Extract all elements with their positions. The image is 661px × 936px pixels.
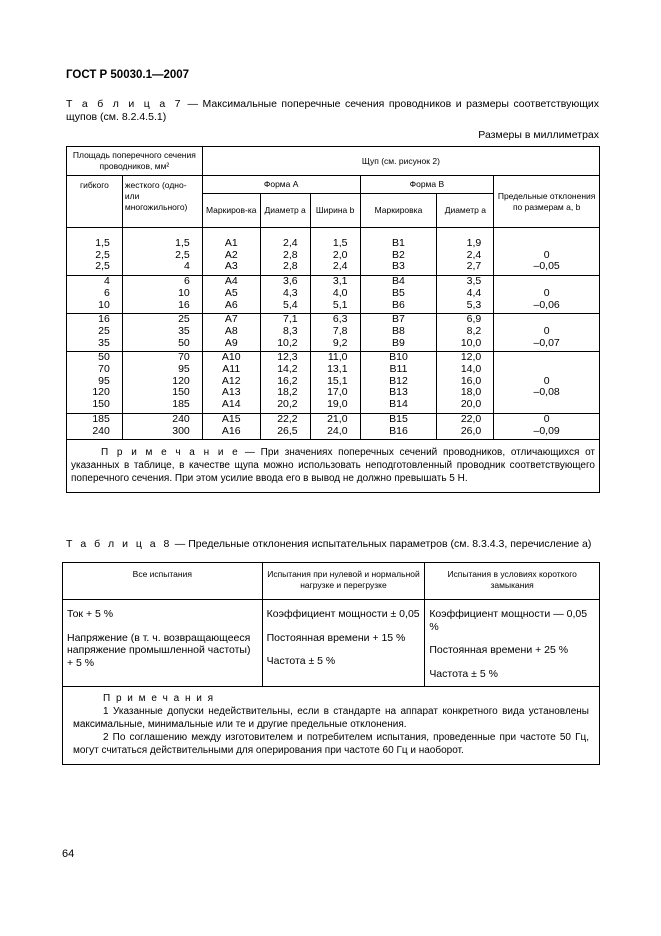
table7-label: Т а б л и ц а 7 xyxy=(66,98,184,110)
table8-note-1: 1 Указанные допуски недействительны, если в стандарте на аппарат конкретного вида установлены максимальные, минимальные или те и другие предельные отклонения. xyxy=(73,706,589,730)
units-note: Размеры в миллиметрах xyxy=(478,129,599,141)
table-cell: 120 xyxy=(67,387,123,399)
table-cell: A9 xyxy=(202,338,260,352)
table-cell: 3,1 xyxy=(310,276,360,288)
short-circuit-cell xyxy=(425,600,600,687)
table-cell: 50 xyxy=(67,352,123,364)
table8-notes-label: П р и м е ч а н и я xyxy=(103,693,215,704)
header-form-b: Форма В xyxy=(360,176,494,194)
table-cell: B2 xyxy=(360,250,437,262)
table-cell: –0,06 xyxy=(494,300,600,314)
header-width-b: Ширина b xyxy=(310,194,360,228)
table-cell: 4,4 xyxy=(437,288,494,300)
table-cell: 16,0 xyxy=(437,376,494,388)
table-cell: 10 xyxy=(67,300,123,314)
table-cell: A12 xyxy=(202,376,260,388)
all-tests-cell xyxy=(63,600,263,687)
table-cell: 19,0 xyxy=(310,399,360,413)
table-cell: 0 xyxy=(494,413,600,425)
table-cell: 0 xyxy=(494,376,600,388)
table-cell: 7,1 xyxy=(260,314,310,326)
table-cell: 2,8 xyxy=(260,261,310,275)
table-cell: 6 xyxy=(67,288,123,300)
header-mark-a: Маркиров-ка xyxy=(202,194,260,228)
table-cell xyxy=(494,228,600,250)
time-constant-load: Постоянная времени + 15 % xyxy=(266,631,406,644)
table-cell: 18,0 xyxy=(437,387,494,399)
document-header: ГОСТ Р 50030.1—2007 xyxy=(66,69,190,81)
table-cell: 18,2 xyxy=(260,387,310,399)
table-cell: A3 xyxy=(202,261,260,275)
table-cell: 24,0 xyxy=(310,426,360,440)
table-cell: 0 xyxy=(494,326,600,338)
table-cell: 10,0 xyxy=(437,338,494,352)
table-cell: 7,8 xyxy=(310,326,360,338)
table-cell: 35 xyxy=(67,338,123,352)
table-row xyxy=(67,261,600,275)
table-cell: –0,09 xyxy=(494,426,600,440)
table-cell: B16 xyxy=(360,426,437,440)
table-cell: 12,0 xyxy=(437,352,494,364)
table7 xyxy=(66,146,600,493)
table-cell: B6 xyxy=(360,300,437,314)
table-cell: 14,0 xyxy=(437,364,494,376)
table-cell: 22,2 xyxy=(260,413,310,425)
table-row xyxy=(67,413,600,425)
frequency-load: Частота ± 5 % xyxy=(266,655,336,667)
page-number: 64 xyxy=(62,848,75,860)
header-rigid: жесткого (одно- или многожильного) xyxy=(122,176,202,228)
table-cell: B12 xyxy=(360,376,437,388)
voltage-tolerance: Напряжение (в т. ч. возвращающееся напряжение промышленной частоты) + 5 % xyxy=(67,631,251,669)
table8-notes xyxy=(63,687,600,765)
table-cell: 16 xyxy=(122,300,202,314)
table-cell: A5 xyxy=(202,288,260,300)
table-cell: 6,9 xyxy=(437,314,494,326)
table-cell: 1,5 xyxy=(67,228,123,250)
table8-note-2: 2 По соглашению между изготовителем и потребителем испытания, проведенные при частоте 50 Гц, могут считаться действительными для оперирования при частоте 60 Гц и наоборот. xyxy=(73,732,589,756)
header-all-tests: Все испытания xyxy=(63,563,263,600)
table-cell: B11 xyxy=(360,364,437,376)
table8 xyxy=(62,562,600,765)
table-cell: B15 xyxy=(360,413,437,425)
table-cell: 95 xyxy=(122,364,202,376)
header-area: Площадь поперечного сечения проводников, мм² xyxy=(67,147,203,176)
table-cell: B3 xyxy=(360,261,437,275)
table-cell: 1,5 xyxy=(122,228,202,250)
table-row xyxy=(67,228,600,250)
table-cell: B7 xyxy=(360,314,437,326)
table-cell: A4 xyxy=(202,276,260,288)
table-row xyxy=(67,288,600,300)
table-cell: 0 xyxy=(494,288,600,300)
table-cell: 2,8 xyxy=(260,250,310,262)
table-row xyxy=(67,276,600,288)
table-cell: A16 xyxy=(202,426,260,440)
table-cell: 8,3 xyxy=(260,326,310,338)
table-cell: 4,3 xyxy=(260,288,310,300)
table-cell: 17,0 xyxy=(310,387,360,399)
table-cell: B8 xyxy=(360,326,437,338)
table-cell: 14,2 xyxy=(260,364,310,376)
table-cell xyxy=(494,399,600,413)
table-cell: –0,05 xyxy=(494,261,600,275)
table-cell: 15,1 xyxy=(310,376,360,388)
table-row xyxy=(67,300,600,314)
header-limits: Предельные отклонения по размерам a, b xyxy=(494,176,600,228)
table-cell: 1,5 xyxy=(310,228,360,250)
table-cell: 5,3 xyxy=(437,300,494,314)
table-cell: 2,4 xyxy=(437,250,494,262)
table-cell: 25 xyxy=(67,326,123,338)
table-cell: 16 xyxy=(67,314,123,326)
load-tests-cell xyxy=(262,600,425,687)
current-tolerance: Ток + 5 % xyxy=(67,608,114,620)
table-cell: 300 xyxy=(122,426,202,440)
table-cell: 9,2 xyxy=(310,338,360,352)
time-constant-short: Постоянная времени + 25 % xyxy=(429,644,569,656)
table-cell: 240 xyxy=(67,426,123,440)
table7-caption xyxy=(66,98,599,124)
table-cell: 2,5 xyxy=(122,250,202,262)
header-form-a: Форма А xyxy=(202,176,360,194)
table-cell: 3,5 xyxy=(437,276,494,288)
table-cell: 0 xyxy=(494,250,600,262)
table-cell: 6,3 xyxy=(310,314,360,326)
table-cell: A7 xyxy=(202,314,260,326)
table-row xyxy=(67,426,600,440)
table-row xyxy=(67,364,600,376)
table-cell: 2,0 xyxy=(310,250,360,262)
table-cell: A13 xyxy=(202,387,260,399)
table7-note-text: — При значениях поперечных сечений проводников, отличающихся от указанных в таблице, в качестве щупа можно использовать неподготовленный проводник соответствующего поперечного сечения. При этом усилие ввода его в вывод не должно превышать 5 Н. xyxy=(71,447,596,485)
table-cell xyxy=(494,352,600,364)
table-cell: B13 xyxy=(360,387,437,399)
table-cell: 21,0 xyxy=(310,413,360,425)
header-diam-a: Диаметр a xyxy=(260,194,310,228)
table-cell: 2,4 xyxy=(260,228,310,250)
table-cell: 2,5 xyxy=(67,261,123,275)
table-cell: 35 xyxy=(122,326,202,338)
table-cell: 22,0 xyxy=(437,413,494,425)
table7-title: — Максимальные поперечные сечения проводников и размеры соответствующих щупов (см. 8.2.4.5.1) xyxy=(66,98,599,123)
table-cell: 6 xyxy=(122,276,202,288)
table-cell: 50 xyxy=(122,338,202,352)
header-mark-b: Маркировка xyxy=(360,194,437,228)
table-cell: 120 xyxy=(122,376,202,388)
table-cell: A8 xyxy=(202,326,260,338)
table-cell: A11 xyxy=(202,364,260,376)
header-diam-b: Диаметр a xyxy=(437,194,494,228)
header-probe: Щуп (см. рисунок 2) xyxy=(202,147,599,176)
table-cell: 26,0 xyxy=(437,426,494,440)
table-cell: 70 xyxy=(122,352,202,364)
table-cell: A6 xyxy=(202,300,260,314)
table-cell: 150 xyxy=(67,399,123,413)
table-cell: 26,5 xyxy=(260,426,310,440)
table-cell: 16,2 xyxy=(260,376,310,388)
table-cell: A10 xyxy=(202,352,260,364)
table-cell: 25 xyxy=(122,314,202,326)
table-cell xyxy=(494,364,600,376)
table-cell: B9 xyxy=(360,338,437,352)
table-row xyxy=(67,326,600,338)
table-cell xyxy=(494,276,600,288)
table-cell: 4 xyxy=(67,276,123,288)
table-cell: 5,4 xyxy=(260,300,310,314)
table-cell: B14 xyxy=(360,399,437,413)
table-cell: 240 xyxy=(122,413,202,425)
table-cell: 10 xyxy=(122,288,202,300)
table-cell: –0,08 xyxy=(494,387,600,399)
table-cell: 12,3 xyxy=(260,352,310,364)
table-cell: 95 xyxy=(67,376,123,388)
table-row xyxy=(67,338,600,352)
table-cell: 2,4 xyxy=(310,261,360,275)
frequency-short: Частота ± 5 % xyxy=(429,667,498,680)
table-cell: 20,0 xyxy=(437,399,494,413)
header-short-circuit: Испытания в условиях короткого замыкания xyxy=(425,563,600,600)
power-factor-short: Коэффициент мощности — 0,05 % xyxy=(429,608,588,633)
table7-note-label: П р и м е ч а н и е xyxy=(101,447,240,459)
table-cell: 185 xyxy=(122,399,202,413)
table8-caption xyxy=(66,538,591,550)
table-cell: 4,0 xyxy=(310,288,360,300)
table-cell: 10,2 xyxy=(260,338,310,352)
table-cell: A15 xyxy=(202,413,260,425)
table-cell: B4 xyxy=(360,276,437,288)
header-load-tests: Испытания при нулевой и нормальной нагрузке и перегрузке xyxy=(262,563,425,600)
table-cell: A1 xyxy=(202,228,260,250)
table-cell: 1,9 xyxy=(437,228,494,250)
table-cell: 8,2 xyxy=(437,326,494,338)
table-cell: 20,2 xyxy=(260,399,310,413)
table8-label: Т а б л и ц а 8 xyxy=(66,538,172,550)
table-cell: 2,5 xyxy=(67,250,123,262)
table-row xyxy=(67,399,600,413)
power-factor-load: Коэффициент мощности ± 0,05 xyxy=(266,608,420,620)
table-cell: 3,6 xyxy=(260,276,310,288)
table-cell: B1 xyxy=(360,228,437,250)
table7-note xyxy=(67,440,600,493)
table-cell: 150 xyxy=(122,387,202,399)
table-cell: 2,7 xyxy=(437,261,494,275)
table-cell: –0,07 xyxy=(494,338,600,352)
table8-title: — Предельные отклонения испытательных параметров (см. 8.3.4.3, перечисление а) xyxy=(171,538,592,550)
table-cell: 11,0 xyxy=(310,352,360,364)
table-cell: B5 xyxy=(360,288,437,300)
table-cell: A14 xyxy=(202,399,260,413)
table-cell: 13,1 xyxy=(310,364,360,376)
table-cell: 5,1 xyxy=(310,300,360,314)
table-cell: B10 xyxy=(360,352,437,364)
table-cell: 70 xyxy=(67,364,123,376)
header-flexible: гибкого xyxy=(67,176,123,228)
table-cell: 185 xyxy=(67,413,123,425)
table-cell: 4 xyxy=(122,261,202,275)
table-cell: A2 xyxy=(202,250,260,262)
